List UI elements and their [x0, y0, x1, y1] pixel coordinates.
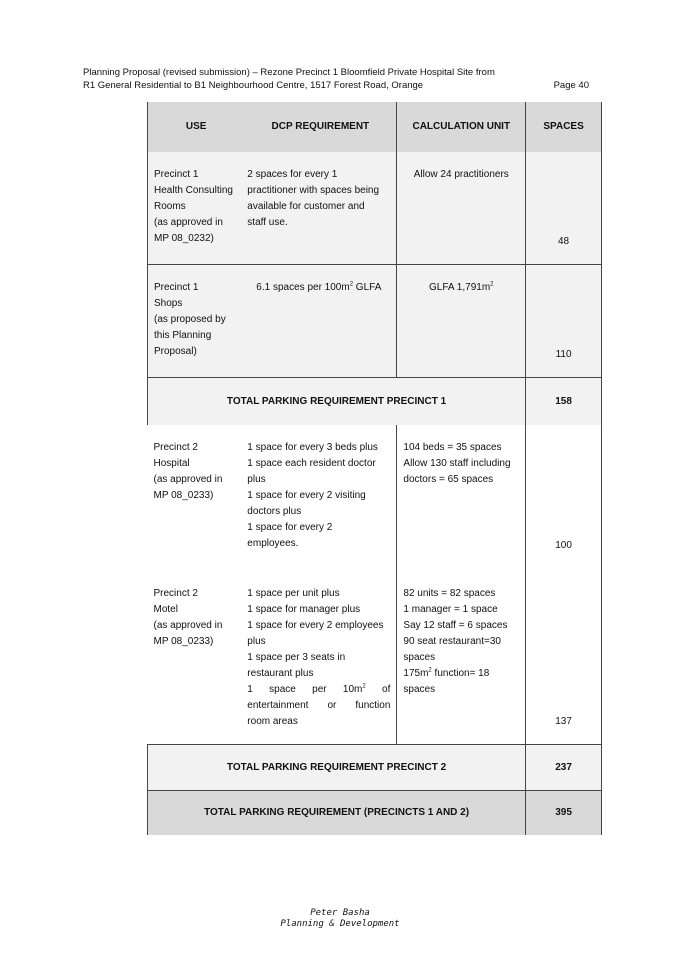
calc-superscript: 2 — [490, 281, 494, 288]
header-line-2: R1 General Residential to B1 Neighbourhood Centre, 1517 Forest Road, Orange — [83, 80, 424, 91]
table-header-row — [148, 102, 602, 152]
header-line-1: Planning Proposal (revised submission) – Rezone Precinct 1 Bloomfield Private Hospital Site from — [83, 67, 495, 78]
page-header — [83, 66, 589, 92]
header-calc: CALCULATION UNIT — [397, 102, 526, 152]
dcp-line: 1 space each resident doctor — [247, 458, 376, 469]
dcp-line: entertainment or function — [247, 700, 391, 711]
calc-cell — [397, 265, 526, 378]
spaces-cell: 137 — [526, 568, 602, 745]
dcp-cell — [244, 152, 397, 265]
dcp-line: 1 space for every 3 beds plus — [247, 442, 378, 453]
header-use: USE — [148, 102, 245, 152]
dcp-line: room areas — [247, 716, 298, 727]
dcp-cell — [244, 425, 397, 568]
use-line: (as approved in — [154, 217, 223, 228]
calc-line: 90 seat restaurant=30 — [403, 636, 501, 647]
header-dcp: DCP REQUIREMENT — [244, 102, 397, 152]
use-line: MP 08_0233) — [153, 490, 214, 501]
dcp-superscript: 2 — [349, 281, 354, 288]
total-label: TOTAL PARKING REQUIREMENT PRECINCT 1 — [148, 378, 526, 426]
calc-line: 1 manager = 1 space — [403, 604, 498, 615]
use-cell — [148, 265, 245, 378]
dcp-text-suffix: GLFA — [353, 282, 382, 293]
calc-superscript: 2 — [428, 667, 432, 674]
calc-text: GLFA 1,791m — [429, 282, 491, 293]
spaces-cell: 100 — [526, 425, 602, 568]
dcp-line — [247, 682, 390, 698]
calc-line: Allow 130 staff including — [403, 458, 511, 469]
dcp-line: 1 space for manager plus — [247, 604, 361, 615]
calc-cell — [397, 152, 526, 265]
dcp-line: practitioner with spaces being — [247, 185, 380, 196]
dcp-line: available for customer and — [247, 201, 365, 212]
total-label: TOTAL PARKING REQUIREMENT PRECINCT 2 — [148, 745, 526, 791]
calc-line: Say 12 staff = 6 spaces — [403, 620, 508, 631]
use-cell — [148, 568, 245, 745]
calc-text: 175m — [403, 668, 429, 679]
calc-line — [403, 666, 519, 682]
calc-line: 82 units = 82 spaces — [403, 588, 496, 599]
use-line: Precinct 2 — [153, 588, 198, 599]
dcp-line: restaurant plus — [247, 668, 314, 679]
use-line: Precinct 2 — [153, 442, 198, 453]
dcp-cell — [244, 265, 397, 378]
table-row — [148, 425, 602, 568]
total-row-precinct-1 — [148, 378, 602, 426]
dcp-text: 6.1 spaces per 100m — [256, 282, 350, 293]
table-row — [148, 265, 602, 378]
parking-requirement-table — [147, 102, 602, 835]
calc-line: doctors = 65 spaces — [403, 474, 494, 485]
dcp-line: plus — [247, 474, 266, 485]
use-cell — [148, 152, 245, 265]
calc-line: spaces — [403, 652, 436, 663]
footer-name: Peter Basha — [310, 908, 370, 918]
calc-cell — [397, 568, 526, 745]
use-line: MP 08_0232) — [154, 233, 214, 244]
use-line: Precinct 1 — [154, 169, 199, 180]
dcp-line: 1 space per 3 seats in — [247, 652, 346, 663]
table-row — [148, 152, 602, 265]
use-line: Proposal) — [154, 346, 197, 357]
spaces-cell: 110 — [526, 265, 602, 378]
use-line: (as approved in — [153, 620, 223, 631]
total-row-precinct-2 — [148, 745, 602, 791]
page-number: Page 40 — [553, 80, 589, 91]
dcp-line: doctors plus — [247, 506, 302, 517]
dcp-line: plus — [247, 636, 266, 647]
dcp-text: 1 space per 10m — [247, 684, 363, 695]
calc-line: Allow 24 practitioners — [413, 169, 509, 180]
spaces-cell: 48 — [526, 152, 602, 265]
dcp-line: 1 space for every 2 visiting — [247, 490, 366, 501]
use-line: Shops — [154, 298, 183, 309]
use-line: (as approved in — [153, 474, 223, 485]
page-footer — [0, 908, 680, 930]
header-spaces: SPACES — [526, 102, 602, 152]
dcp-line: 2 spaces for every 1 — [247, 169, 338, 180]
use-line: Motel — [153, 604, 178, 615]
total-value: 237 — [526, 745, 602, 791]
dcp-line: 1 space per unit plus — [247, 588, 340, 599]
dcp-line: staff use. — [247, 217, 288, 228]
use-line: MP 08_0233) — [153, 636, 214, 647]
use-line: this Planning — [154, 330, 212, 341]
grand-total-value: 395 — [526, 791, 602, 836]
footer-company: Planning & Development — [280, 919, 400, 929]
dcp-superscript: 2 — [362, 683, 366, 690]
calc-line: 104 beds = 35 spaces — [403, 442, 502, 453]
grand-total-label: TOTAL PARKING REQUIREMENT (PRECINCTS 1 AND 2) — [148, 791, 526, 836]
table-row — [148, 568, 602, 745]
calc-text-suffix: function= 18 — [431, 668, 490, 679]
dcp-line: 1 space for every 2 — [247, 522, 333, 533]
use-line: Precinct 1 — [154, 282, 199, 293]
total-value: 158 — [526, 378, 602, 426]
use-cell — [148, 425, 245, 568]
grand-total-row — [148, 791, 602, 836]
use-line: Hospital — [153, 458, 190, 469]
dcp-line: 1 space for every 2 employees — [247, 620, 384, 631]
use-line: Rooms — [154, 201, 186, 212]
dcp-text-suffix: of — [365, 684, 391, 695]
dcp-cell — [244, 568, 397, 745]
use-line: (as proposed by — [154, 314, 226, 325]
dcp-line: employees. — [247, 538, 299, 549]
calc-line: spaces — [403, 684, 436, 695]
use-line: Health Consulting — [154, 185, 233, 196]
calc-cell — [397, 425, 526, 568]
